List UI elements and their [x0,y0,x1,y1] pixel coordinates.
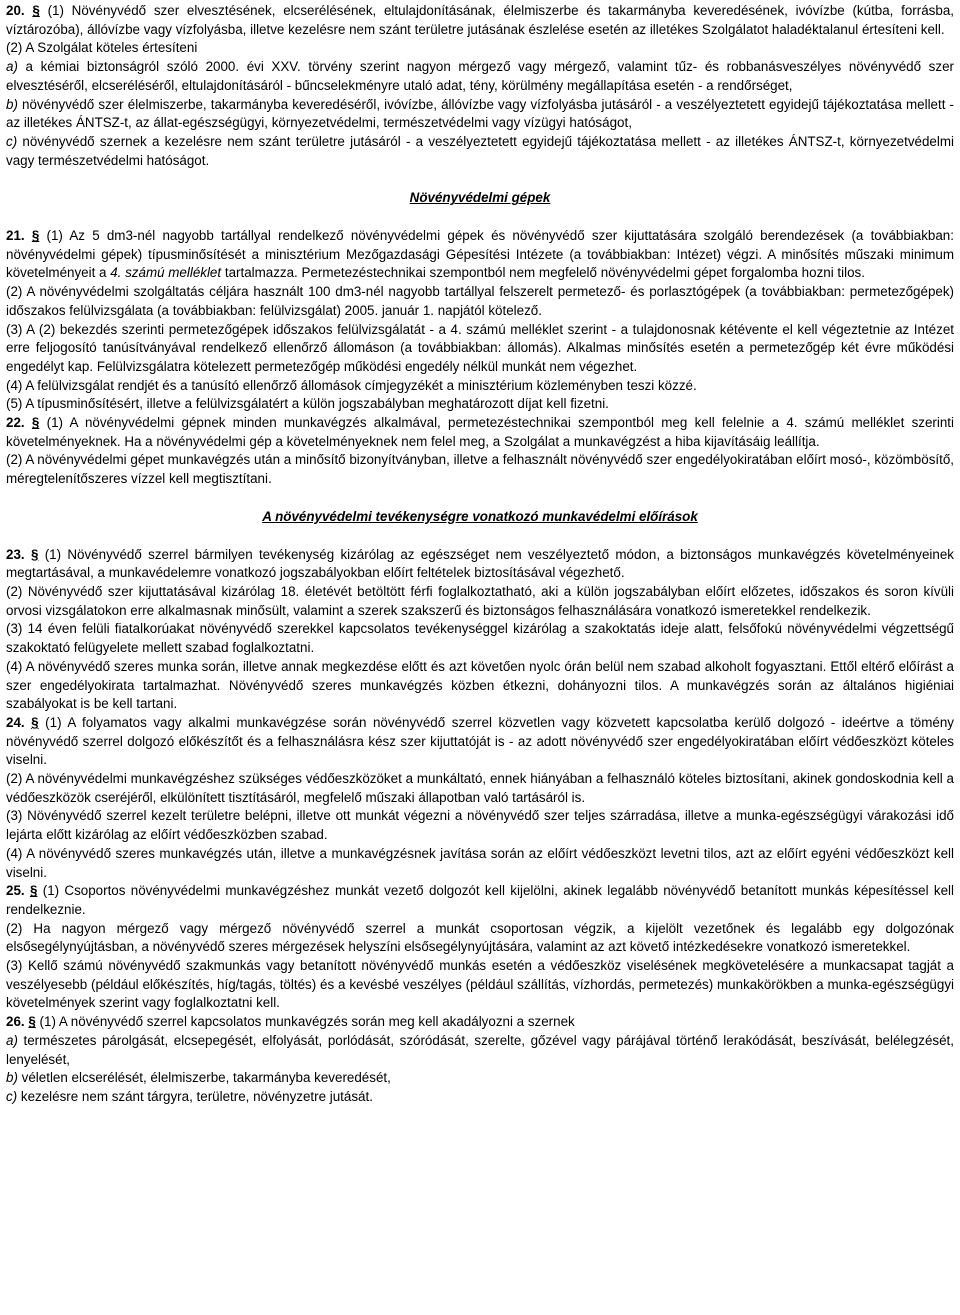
s20-c-label: c) [6,133,18,149]
s21-section-sign: § [31,228,40,244]
s24-paragraph-4: (4) A növényvédő szeres munkavégzés után, illetve a munkavégzésnek javítása során az előírt védőeszközt levetni tilos, azt az előírt egyéni védőeszközt kell viselni. [6,845,954,880]
s26-paragraph-1 [6,1013,954,1032]
s21-number: 21. [6,228,25,244]
s26-number: 26. [6,1014,25,1030]
s23-number: 23. [6,546,25,562]
s23-p1-text: (1) Növényvédő szerrel bármilyen tevékenység kizárólag az egészséget nem veszélyeztető módon, a biztonságos munkavégzés követelményeinek megtartásával, a munkavédelemre vonatkozó jogszabályokban előírt feltételek biztosításával végezhető. [6,546,954,581]
s23-paragraph-4: (4) A növényvédő szeres munka során, illetve annak megkezdése előtt és azt követően nyolc órán belül nem szabad alkoholt fogyasztani. Ettől eltérő előírást a szer engedélyokirata tartalmazhat. Növényvédő szeres munkavégzés közben étkezni, dohányozni tilos. A munkavégzés során az általános higiéniai szabályokat is be kell tartani. [6,658,954,712]
s20-c-text: növényvédő szernek a kezelésre nem szánt területre jutásáról - a veszélyeztetett egyidejű tájékoztatása mellett - az illetékes ÁNTSZ-t, környezetvédelmi vagy természetvédelmi hatóságot. [6,133,954,168]
s22-number: 22. [6,415,25,431]
s24-paragraph-1 [6,714,954,770]
s26-b-label: b) [6,1070,18,1086]
s24-paragraph-3: (3) Növényvédő szerrel kezelt területre belépni, illetve ott munkát végezni a növényvédő szer teljes szárradása, illetve a munka-egészségügyi várakozási idő lejárta előtt kizárólag az előírt védőeszközben szabad. [6,808,954,843]
s26-a-label: a) [6,1032,18,1048]
s26-section-sign: § [28,1014,36,1030]
s20-b-text: növényvédő szer élelmiszerbe, takarmányba keveredéséről, ivóvízbe, állóvízbe vagy vízfolyásba jutásáról - a veszélyeztetett egyidejű tájékoztatása mellett - az illetékes ÁNTSZ-t, az állat-egészségügyi, környezetvédelmi, természetvédelmi vagy vízügyi hatóságot, [6,96,954,131]
s26-c-text: kezelésre nem szánt tárgyra, területre, növényzetre jutását. [20,1088,373,1104]
s25-paragraph-1 [6,882,954,919]
s20-point-b [6,96,954,133]
s21-paragraph-1 [6,227,954,283]
s26-p1-text: (1) A növényvédő szerrel kapcsolatos munkavégzés során meg kell akadályozni a szernek [39,1014,575,1030]
s21-annex-reference: 4. számú melléklet [110,265,222,281]
s25-paragraph-3: (3) Kellő számú növényvédő szakmunkás vagy betanított növényvédő munkás esetén a védőeszköz viselésének megkövetelésére a munkacsapat tagját a veszélyesebb (például előkészítés, híg/tagás, töltés) és a kevésbé veszélyes (például szállítás, vízhordás, permetezés) munkakörökben a munka-egészségügyi követelmények szerint vagy foglalkoztatni kell. [6,958,954,1011]
s25-paragraph-2: (2) Ha nagyon mérgező vagy mérgező növényvédő szerrel a munkát csoportosan végzik, a kijelölt vezetőnek és legalább egy dolgozónak elsősegélynyújtásban, a növényvédő szeres mérgezések helyszíni elsősegélynyújtására, valamint az azt követő intézkedésekre vonatkozó ismeretekkel. [6,920,954,955]
s21-paragraph-2: (2) A növényvédelmi szolgáltatás céljára használt 100 dm3-nél nagyobb tartállyal felszerelt permetező- és porlasztógépek (a továbbiakban: permetezőgépek) időszakos felülvizsgálata (a továbbiakban: felülvizsgálat) 2005. január 1. napjától kötelező. [6,284,954,318]
s25-section-sign: § [29,883,38,899]
s26-a-text: természetes párolgását, elcsepegését, elfolyását, porlódását, szóródását, szerelte, gőzével vagy párájával történő lerakódását, beszívását, belélegzését, lenyelését, [6,1032,954,1067]
s21-p1a: (1) Az 5 dm3-nél nagyobb tartállyal rendelkező növényvédelmi gépek és növényvédő szer kijuttatására szolgáló berendezések (a továbbiakban: növényvédelmi gépek) típusminősítését a minisztérium Mezőgazdasági Gépesítési Intézete (a továbbiakban: Intézet) végzi. A minősítés műszaki minimum követelményeit a [6,228,954,281]
s23-section-sign: § [30,546,39,562]
s23-paragraph-2: (2) Növényvédő szer kijuttatásával kizárólag 18. életévét betöltött férfi foglalkoztatható, aki a külön jogszabályban előírt előzetes, időszakos és soron kívüli orvosi vizsgálatokon erre alkalmasnak minősült, valamint a szerek szakszerű és biztonságos felhasználására vonatkozó ismeretekkel rendelkezik. [6,583,954,618]
s21-paragraph-4: (4) A felülvizsgálat rendjét és a tanúsító ellenőrző állomások címjegyzékét a minisztérium közleményben teszi közzé. [6,377,697,393]
s24-paragraph-2: (2) A növényvédelmi munkavégzéshez szükséges védőeszközöket a munkáltató, ennek hiányában a felhasználó köteles biztosítani, akinek gondoskodnia kell a védőeszközök cseréjéről, elkülönített tisztításáról, megfelelő műszaki állapotban való tartásáról is. [6,771,954,805]
s23-paragraph-1 [6,546,954,583]
s25-number: 25. [6,883,25,899]
s24-section-sign: § [31,714,39,730]
s21-p1b: tartalmazza. Permetezéstechnikai szempontból nem megfelelő növényvédelmi gépet forgalomba hozni tilos. [224,265,865,281]
s20-paragraph-1 [6,2,954,39]
s26-point-c [6,1088,954,1107]
s21-paragraph-5: (5) A típusminősítésért, illetve a felülvizsgálatért a külön jogszabályban meghatározott díjat kell fizetni. [6,396,609,412]
s20-point-c [6,133,954,170]
s22-paragraph-1 [6,414,954,451]
s25-p1-text: (1) Csoportos növényvédelmi munkavégzéshez munkát vezető dolgozót kell kijelölni, akinek legalább növényvédő betanított munkás képesítéssel kell rendelkeznie. [6,883,954,917]
s23-paragraph-3: (3) 14 éven felüli fiatalkorúakat növényvédő szerekkel kapcsolatos tevékenységgel kizárólag a szakoktatás ideje alatt, felsőfokú növényvédelmi végzettségű szakoktató felügyelete mellett szabad foglalkoztatni. [6,621,954,656]
s26-b-text: véletlen elcserélését, élelmiszerbe, takarmányba keveredését, [21,1070,391,1086]
heading-munkavedelmi-eloirasok: A növényvédelmi tevékenységre vonatkozó munkavédelmi előírások [262,508,698,524]
s20-a-text: a kémiai biztonságról szóló 2000. évi XXV. törvény szerint nagyon mérgező vagy mérgező, valamint tűz- és robbanásveszélyes növényvédő szer elvesztéséről, elcseréléséről, eltulajdonításáról - bűncselekményre utaló adat, tény, körülmény megállapítása esetén - a rendőrséget, [6,59,954,93]
s22-p1-text: (1) A növényvédelmi gépnek minden munkavégzés alkalmával, permetezéstechnikai szempontból meg kell felelnie a 4. számú melléklet szerinti követelményeknek. Ha a növényvédelmi gép a követelményeknek nem felel meg, a Szolgálat a munkavégzést a hiba kijavításáig leállítja. [6,415,954,449]
s24-number: 24. [6,714,25,730]
s24-p1-text: (1) A folyamatos vagy alkalmi munkavégzése során növényvédő szerrel közvetlen vagy közvetett kapcsolatba kerülő dolgozó - ideértve a tömény növényvédő szerrel dolgozó előkészítőt és a felhasználásra kész szer kijuttatóját is - az adott növényvédő szer engedélyokiratában előírt védőeszközt köteles viselni. [6,714,954,768]
s26-c-label: c) [6,1088,18,1104]
s21-paragraph-3: (3) A (2) bekezdés szerinti permetezőgépek időszakos felülvizsgálatát - a 4. számú melléklet szerint - a tulajdonosnak kétévente el kell végeztetnie az Intézet erre feljogosító tanúsítványával rendelkező ellenőrző állomáson (a továbbiakban: állomás). Alkalmas minősítés esetén a permetezőgép két évre működési engedélyt kap. Felülvizsgálatra kötelezett permetezőgép működési engedély nélkül munkát nem végezhet. [6,321,954,374]
s20-section-sign: § [32,3,40,18]
s22-paragraph-2: (2) A növényvédelmi gépet munkavégzés után a minősítő bizonyítványban, illetve a felhasznált növényvédő szer engedélyokiratában előírt mosó-, közömbösítő, méregtelenítőszeres vízzel kell megtisztítani. [6,452,954,487]
s26-point-b [6,1069,954,1088]
heading-novenyvedelmi-gepek: Növényvédelmi gépek [409,190,551,206]
s20-b-label: b) [6,96,18,112]
s20-point-a [6,58,954,95]
s20-a-label: a) [6,59,18,75]
s20-number: 20. [6,3,25,18]
s20-paragraph-2: (2) A Szolgálat köteles értesíteni [6,40,198,56]
s22-section-sign: § [31,415,40,431]
s20-p1-text: (1) Növényvédő szer elvesztésének, elcserélésének, eltulajdonításának, élelmiszerbe és takarmányba keveredésének, ivóvízbe (kútba, forrásba, víztározóba), állóvízbe vagy vízfolyásba, illetve kezelésre nem szánt területre jutásának észlelése esetén az illetékes Szolgálatot haladéktalanul értesíteni kell. [6,3,954,37]
s26-point-a [6,1032,954,1069]
